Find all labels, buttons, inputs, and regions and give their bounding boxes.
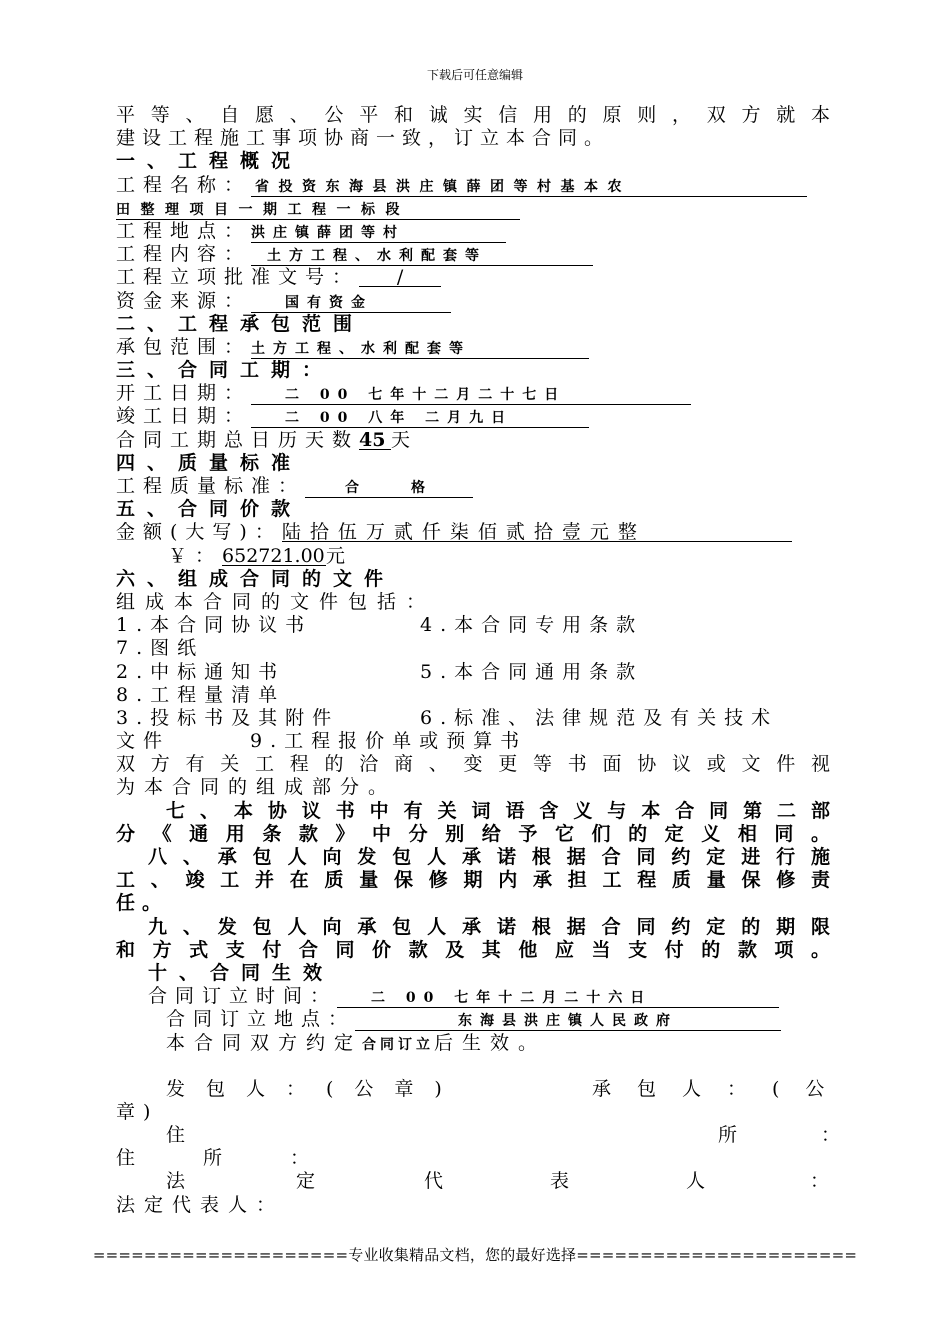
project-name-value: 省投资东海县洪庄镇薛团等村基本农 bbox=[251, 178, 807, 197]
project-site-value: 洪庄镇薛团等村 bbox=[251, 224, 506, 243]
project-name-label: 工程名称： bbox=[116, 173, 252, 196]
address-row: 住 所： bbox=[166, 1124, 925, 1147]
section-9-line-1: 九、发包人向承包人承诺根据合同约定的期限 bbox=[148, 915, 830, 938]
section-1-title: 一、工程概况 bbox=[116, 150, 303, 173]
project-site-row: 工程地点：洪庄镇薛团等村 bbox=[116, 220, 830, 243]
project-content-row: 工程内容： 土方工程、水利配套等 bbox=[116, 243, 830, 266]
representative-row-cont: 法定代表人： bbox=[116, 1193, 285, 1216]
contractor-seal-label: 承包人：(公 bbox=[592, 1077, 851, 1100]
section-7-line-2: 分《通用条款》中分别给予它们的定义相同。 bbox=[116, 822, 830, 845]
documents-row-1: 1.本合同协议书 4.本合同专用条款 bbox=[116, 614, 644, 637]
end-date-row: 竣工日期： 二 00 八年 二月九日 bbox=[116, 405, 830, 428]
documents-row-2: 7.图纸 bbox=[116, 637, 205, 660]
project-name-row bbox=[116, 174, 830, 197]
scope-row: 承包范围：土方工程、水利配套等 bbox=[116, 336, 830, 359]
section-3-title: 三、合同工期： bbox=[116, 359, 334, 382]
intro-line-1: 平等、自愿、公平和诚实信用的原则，双方就本 bbox=[116, 104, 830, 126]
fund-source-value: 国有资金 bbox=[251, 294, 451, 313]
approval-number-value: / bbox=[359, 268, 441, 287]
documents-intro: 组成本合同的文件包括： bbox=[116, 590, 436, 613]
page-header: 下载后可任意编辑 bbox=[426, 68, 523, 82]
start-date-row: 开工日期： 二 00 七年十二月二十七日 bbox=[116, 382, 830, 405]
start-date-value: 二 00 七年十二月二十七日 bbox=[251, 386, 691, 405]
documents-note-2: 为本合同的组成部分。 bbox=[116, 776, 397, 799]
intro-line-2: 建设工程施工事项协商一致，订立本合同。 bbox=[116, 127, 611, 150]
section-10-title: 十、合同生效 bbox=[148, 961, 335, 984]
signing-time-row: 合同订立时间： 二 00 七年十二月二十六日 bbox=[116, 985, 830, 1008]
total-days-row: 合同工期总日历天数45 天 bbox=[116, 428, 419, 451]
section-8-line-2: 工、竣工并在质量保修期内承担工程质量保修责 bbox=[116, 869, 830, 892]
quality-row: 工程质量标准： 合 格 bbox=[116, 475, 830, 498]
section-8-line-3: 任。 bbox=[116, 892, 169, 915]
effect-row: 本合同双方约定合同订立后生效。 bbox=[166, 1031, 547, 1054]
fund-source-row: 资金来源： 国有资金 bbox=[116, 290, 830, 313]
representative-row: 法 定 代 表 人 ： bbox=[166, 1170, 837, 1193]
project-content-value: 土方工程、水利配套等 bbox=[251, 247, 593, 266]
signature-parties-row-cont: 章) bbox=[116, 1100, 159, 1123]
documents-row-4: 8.工程量清单 bbox=[116, 683, 286, 706]
section-9-line-2: 和方式支付合同价款及其他应当支付的款项。 bbox=[116, 938, 830, 961]
page-footer: ====================专业收集精品文档，您的最好选择====================== bbox=[92, 1246, 858, 1264]
total-days-value: 45 bbox=[359, 431, 391, 450]
address-row-cont: 住所： bbox=[116, 1147, 378, 1170]
section-4-title: 四、质量标准 bbox=[116, 451, 303, 474]
section-6-title: 六、组成合同的文件 bbox=[116, 567, 396, 590]
end-date-value: 二 00 八年 二月九日 bbox=[251, 409, 589, 428]
approval-number-row: 工程立项批准文号： / bbox=[116, 266, 830, 289]
documents-row-3: 2.中标通知书 5.本合同通用条款 bbox=[116, 660, 644, 683]
scope-value: 土方工程、水利配套等 bbox=[251, 340, 589, 359]
employer-seal-label: 发包人：(公章) bbox=[166, 1077, 463, 1100]
amount-figures-value: 652721.00 bbox=[222, 544, 325, 567]
signing-place-row: 合同订立地点： 东海县洪庄镇人民政府 bbox=[116, 1008, 830, 1031]
project-name-row-cont: 田整理项目一期工程一标段 bbox=[116, 197, 830, 220]
quality-value: 合 格 bbox=[305, 479, 473, 498]
section-2-title: 二、工程承包范围 bbox=[116, 312, 365, 335]
amount-words-row: 金额(大写)：陆拾伍万贰仟柒佰贰拾壹元整 bbox=[116, 521, 830, 544]
amount-figures-row: ￥：652721.00元 bbox=[168, 544, 354, 567]
section-5-title: 五、合同价款 bbox=[116, 498, 303, 521]
signing-place-value: 东海县洪庄镇人民政府 bbox=[355, 1012, 781, 1031]
section-8-line-1: 八、承包人向发包人承诺根据合同约定进行施 bbox=[148, 846, 830, 868]
documents-row-6: 文件 9.工程报价单或预算书 bbox=[116, 730, 528, 753]
signature-parties-row bbox=[116, 1077, 851, 1101]
amount-words-value: 陆拾伍万贰仟柒佰贰拾壹元整 bbox=[282, 523, 792, 542]
contract-body bbox=[116, 104, 925, 1217]
documents-row-5: 3.投标书及其附件 6.标准、法律规范及有关技术 bbox=[116, 706, 779, 729]
documents-note-1: 双方有关工程的洽商、变更等书面协议或文件视 bbox=[116, 753, 830, 776]
signing-time-value: 二 00 七年十二月二十六日 bbox=[337, 989, 779, 1008]
section-7-line-1: 七、本协议书中有关词语含义与本合同第二部 bbox=[166, 799, 830, 822]
